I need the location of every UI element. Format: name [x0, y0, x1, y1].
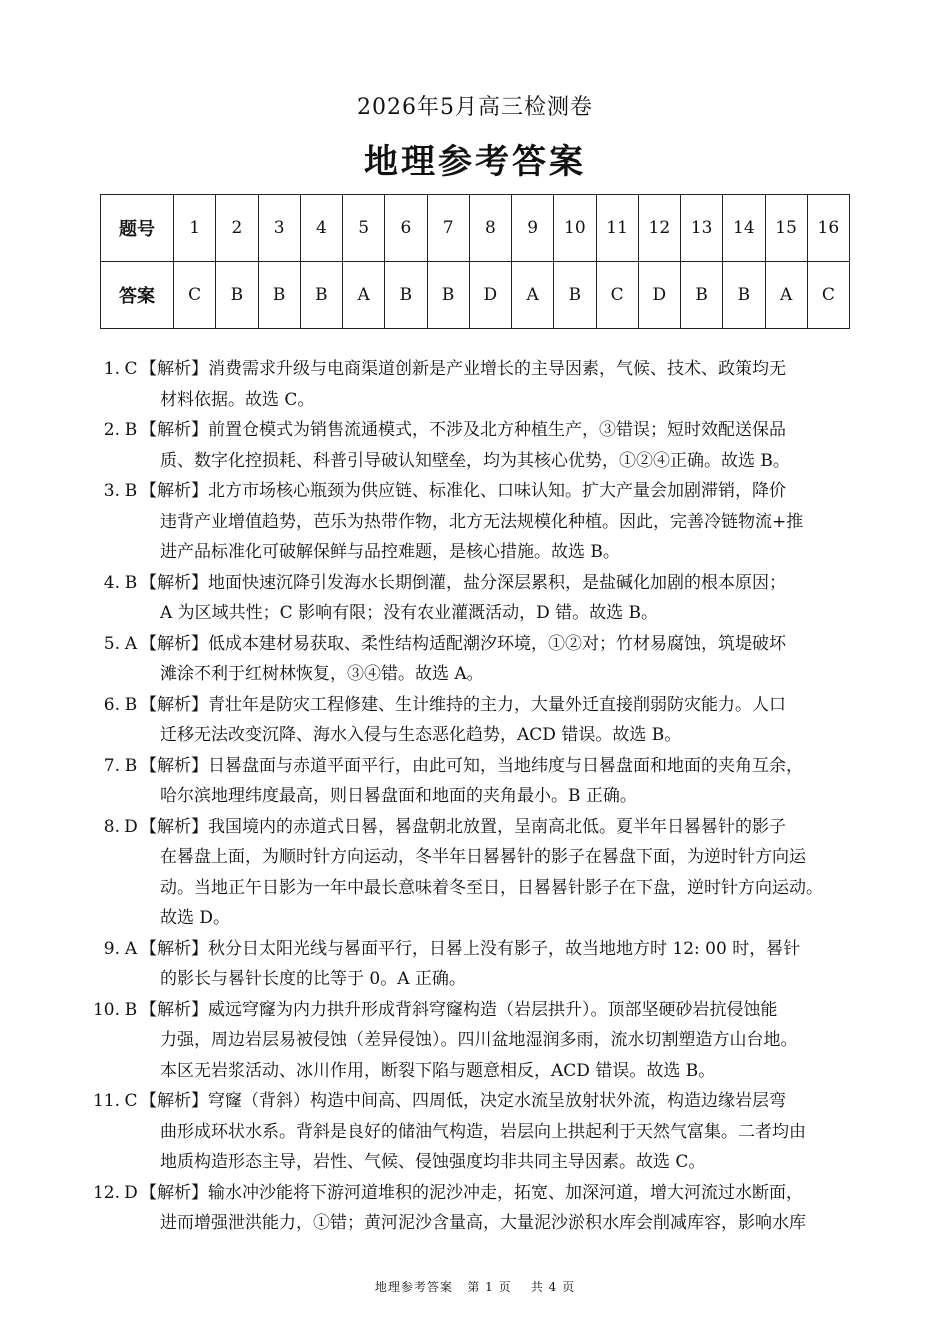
- question-number: 6.: [103, 694, 120, 715]
- explanation-line: 【解析】低成本建材易获取、柔性结构适配潮汐环境，①②对；竹材易腐蚀，筑堤破坏: [140, 633, 786, 654]
- footer-doc-name: 地理参考答案: [374, 1280, 453, 1294]
- question-number: 7.: [103, 755, 120, 776]
- answer-cell: B: [385, 262, 427, 329]
- question-number-cell: 8: [469, 195, 511, 262]
- page-footer: [0, 1278, 950, 1295]
- answer-letter: A: [124, 938, 138, 959]
- explanation-item: [80, 1086, 880, 1178]
- question-number: 10.: [92, 999, 120, 1020]
- row-label-question-number: 题号: [101, 195, 174, 262]
- explanation-text: [140, 568, 880, 629]
- answer-cell: A: [343, 262, 385, 329]
- answer-cell: B: [427, 262, 469, 329]
- explanation-line: 在晷盘上面，为顺时针方向运动，冬半年日晷晷针的影子在晷盘下面，为逆时针方向运: [160, 847, 806, 867]
- explanation-line: 【解析】消费需求升级与电商渠道创新是产业增长的主导因素，气候、技术、政策均无: [140, 359, 786, 379]
- answer-cell: B: [258, 262, 300, 329]
- question-number: 1.: [103, 359, 120, 379]
- question-number-cell: 2: [216, 195, 258, 262]
- answer-cell: B: [554, 262, 596, 329]
- answer-letter: C: [124, 1091, 138, 1111]
- explanation-line: 的影长与晷针长度的比等于 0。A 正确。: [160, 969, 466, 989]
- explanation-line: 力强，周边岩层易被侵蚀（差异侵蚀）。四川盆地湿润多雨，流水切割塑造方山台地。: [160, 1030, 798, 1050]
- explanation-text: [140, 629, 880, 690]
- answer-letter: B: [124, 999, 138, 1020]
- explanation-line: 曲形成环状水系。背斜是良好的储油气构造，岩层向上拱起利于天然气富集。二者均由: [160, 1121, 806, 1142]
- answer-cell: A: [512, 262, 554, 329]
- footer-total-pages: 共 4 页: [530, 1280, 576, 1294]
- explanation-line: 【解析】穹窿（背斜）构造中间高、四周低，决定水流呈放射状外流，构造边缘岩层弯: [140, 1091, 786, 1111]
- answer-cell: B: [216, 262, 258, 329]
- explanation-item: [80, 476, 880, 568]
- explanation-line: 本区无岩浆活动、冰川作用，断裂下陷与题意相反，ACD 错误。故选 B。: [160, 1060, 716, 1081]
- explanation-text: [140, 1086, 880, 1178]
- explanation-line: 故选 D。: [160, 908, 231, 928]
- explanation-item: [80, 995, 880, 1087]
- question-number-cell: 9: [512, 195, 554, 262]
- answer-row: [101, 262, 850, 329]
- explanation-text: [140, 995, 880, 1087]
- question-number-cell: 6: [385, 195, 427, 262]
- explanation-item: [80, 568, 880, 629]
- answer-cell: C: [596, 262, 638, 329]
- answer-letter: D: [124, 816, 138, 837]
- explanation-text: [140, 690, 880, 751]
- explanation-line: 进而增强泄洪能力，①错；黄河泥沙含量高，大量泥沙淤积水库会削减库容，影响水库: [160, 1213, 806, 1233]
- question-number: 11.: [92, 1091, 120, 1111]
- explanation-line: 地质构造形态主导，岩性、气候、侵蚀强度均非共同主导因素。故选 C。: [160, 1152, 706, 1172]
- explanation-line: 【解析】我国境内的赤道式日晷，晷盘朝北放置，呈南高北低。夏半年日晷晷针的影子: [140, 816, 786, 837]
- explanation-item: [80, 629, 880, 690]
- question-number-cell: 7: [427, 195, 469, 262]
- answer-table: [100, 194, 850, 329]
- explanation-list: [80, 354, 880, 1239]
- explanation-item: [80, 934, 880, 995]
- answer-cell: D: [638, 262, 680, 329]
- answer-cell: B: [300, 262, 342, 329]
- explanation-line: A 为区域共性；C 影响有限；没有农业灌溉活动，D 错。故选 B。: [160, 603, 659, 623]
- question-number-cell: 10: [554, 195, 596, 262]
- explanation-line: 【解析】前置仓模式为销售流通模式，不涉及北方种植生产，③错误；短时效配送保品: [140, 420, 786, 440]
- explanation-line: 【解析】地面快速沉降引发海水长期倒灌，盐分深层累积，是盐碱化加剧的根本原因；: [140, 572, 786, 593]
- explanation-line: 违背产业增值趋势，芭乐为热带作物，北方无法规模化种植。因此，完善冷链物流+推: [160, 511, 804, 532]
- answer-cell: D: [469, 262, 511, 329]
- explanation-line: 进产品标准化可破解保鲜与品控难题，是核心措施。故选 B。: [160, 542, 620, 562]
- answer-cell: B: [723, 262, 765, 329]
- question-number-cell: 3: [258, 195, 300, 262]
- question-number-cell: 4: [300, 195, 342, 262]
- answer-letter: B: [124, 694, 138, 715]
- question-number: 2.: [103, 420, 120, 440]
- question-number-cell: 12: [638, 195, 680, 262]
- explanation-item: [80, 751, 880, 812]
- explanation-text: [140, 812, 880, 934]
- answer-cell: B: [681, 262, 723, 329]
- answer-letter: C: [124, 359, 138, 379]
- question-number: 12.: [92, 1182, 120, 1203]
- explanation-line: 质、数字化控损耗、科普引导破认知壁垒，均为其核心优势，①②④正确。故选 B。: [160, 450, 790, 471]
- explanation-item: [80, 1178, 880, 1239]
- question-number-cell: 15: [765, 195, 807, 262]
- explanation-line: 滩涂不利于红树林恢复，③④错。故选 A。: [160, 664, 484, 684]
- explanation-line: 【解析】威远穹窿为内力拱升形成背斜穹窿构造（岩层拱升）。顶部坚硬砂岩抗侵蚀能: [140, 999, 778, 1020]
- explanation-item: [80, 690, 880, 751]
- row-label-answer: 答案: [101, 262, 174, 329]
- explanation-item: [80, 354, 880, 415]
- explanation-item: [80, 415, 880, 476]
- explanation-text: [140, 354, 880, 415]
- explanation-line: 【解析】输水冲沙能将下游河道堆积的泥沙冲走，拓宽、加深河道，增大河流过水断面，: [140, 1182, 803, 1203]
- footer-page-number: 第 1 页: [467, 1280, 512, 1294]
- question-number: 4.: [103, 572, 120, 593]
- answer-letter: B: [124, 481, 138, 501]
- question-number-row: [101, 195, 850, 262]
- explanation-text: [140, 751, 880, 812]
- explanation-line: 哈尔滨地理纬度最高，则日晷盘面和地面的夹角最小。B 正确。: [160, 786, 637, 806]
- answer-letter: B: [124, 755, 138, 776]
- question-number: 8.: [103, 816, 120, 837]
- question-number-cell: 16: [807, 195, 849, 262]
- question-number: 9.: [103, 938, 120, 959]
- answer-cell: C: [807, 262, 849, 329]
- explanation-text: [140, 476, 880, 568]
- explanation-text: [140, 415, 880, 476]
- explanation-item: [80, 812, 880, 934]
- answer-cell: C: [174, 262, 216, 329]
- explanation-text: [140, 1178, 880, 1239]
- exam-subtitle: 2026年5月高三检测卷: [357, 95, 593, 120]
- page-title: 地理参考答案: [364, 142, 586, 182]
- question-number-cell: 1: [174, 195, 216, 262]
- answer-letter: B: [124, 572, 138, 593]
- explanation-line: 材料依据。故选 C。: [160, 389, 315, 410]
- explanation-text: [140, 934, 880, 995]
- answer-cell: A: [765, 262, 807, 329]
- explanation-line: 【解析】秋分日太阳光线与晷面平行，日晷上没有影子，故当地地方时 12: 00 时，晷针: [140, 938, 801, 959]
- explanation-line: 【解析】北方市场核心瓶颈为供应链、标准化、口味认知。扩大产量会加剧滞销，降价: [140, 481, 786, 501]
- question-number: 5.: [103, 633, 120, 654]
- explanation-line: 【解析】青壮年是防灾工程修建、生计维持的主力，大量外迁直接削弱防灾能力。人口: [140, 694, 786, 715]
- explanation-line: 迁移无法改变沉降、海水入侵与生态恶化趋势，ACD 错误。故选 B。: [160, 725, 682, 745]
- question-number-cell: 11: [596, 195, 638, 262]
- explanation-line: 【解析】日晷盘面与赤道平面平行，由此可知，当地纬度与日晷盘面和地面的夹角互余，: [140, 755, 803, 776]
- explanation-line: 动。当地正午日影为一年中最长意味着冬至日，日晷晷针影子在下盘，逆时针方向运动。: [160, 877, 823, 898]
- answer-letter: A: [124, 633, 138, 654]
- question-number-cell: 13: [681, 195, 723, 262]
- answer-letter: D: [124, 1182, 138, 1203]
- question-number: 3.: [103, 481, 120, 501]
- question-number-cell: 14: [723, 195, 765, 262]
- question-number-cell: 5: [343, 195, 385, 262]
- answer-letter: B: [124, 420, 138, 440]
